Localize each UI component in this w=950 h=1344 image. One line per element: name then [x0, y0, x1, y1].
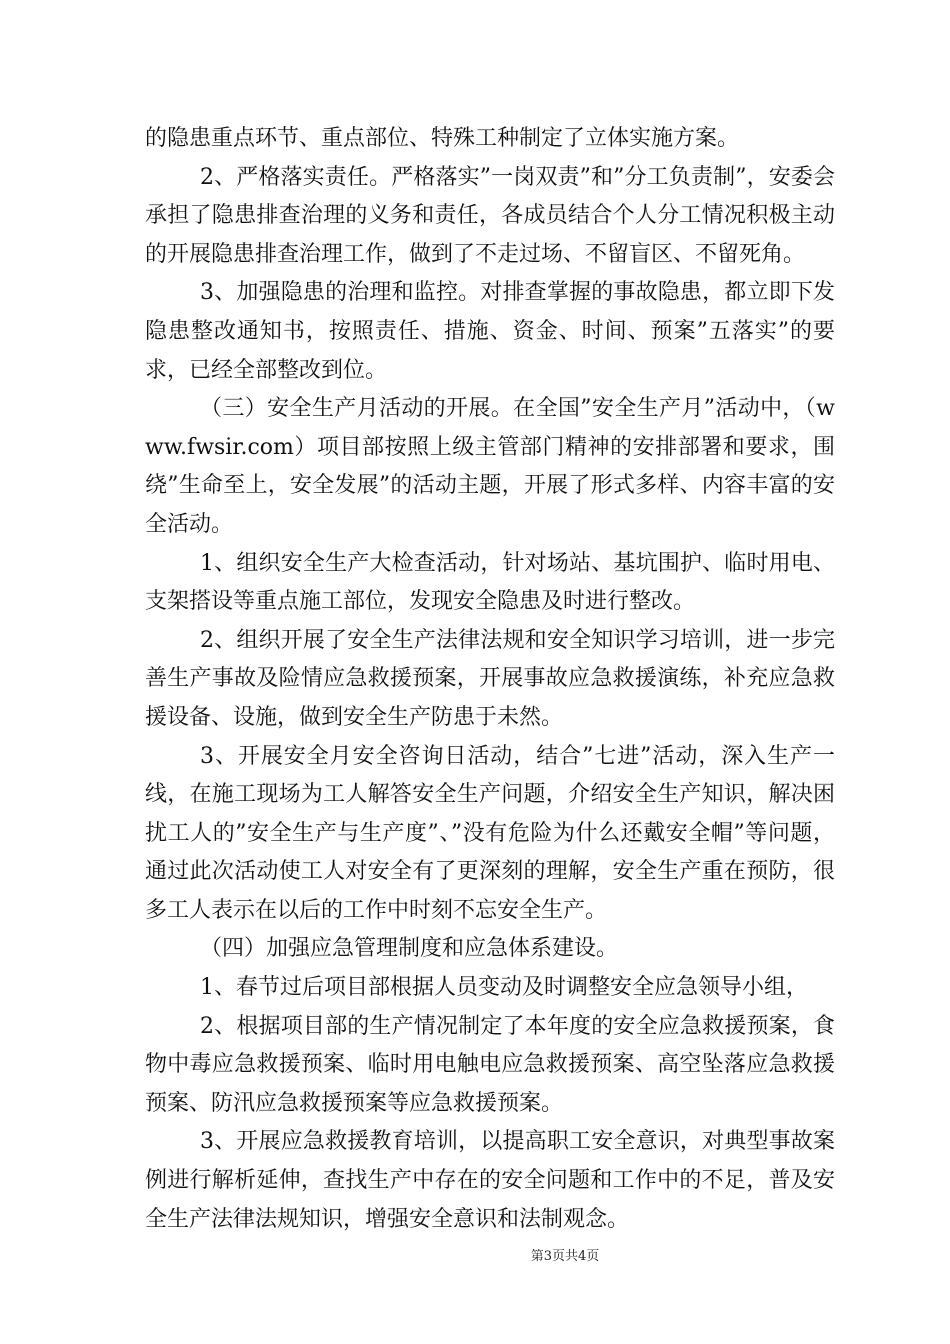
paragraph-continuation: 的隐患重点环节、重点部位、特殊工种制定了立体实施方案。: [145, 126, 740, 151]
paragraph-inspection: 1、组织安全生产大检查活动，针对场站、基坑围护、临时用电、支架搭设等重点施工部位，发现安全隐患及时进行整改。: [145, 550, 835, 615]
paragraph-emergency-heading: （四）加强应急管理制度和应急体系建设。: [200, 936, 619, 962]
paragraph-emergency-plans: 2、根据项目部的生产情况制定了本年度的安全应急救援预案，食物中毒应急救援预案、临时用电触电应急救援预案、高空坠落应急救援预案、防汛应急救援预案等应急救援预案。: [145, 1013, 835, 1116]
paragraph-responsibility: 2、严格落实责任。严格落实”一岗双责”和”分工负责制”，安委会承担了隐患排查治理的义务和责任，各成员结合个人分工情况积极主动的开展隐患排查治理工作，做到了不走过场、不留盲区、不留死角。: [145, 164, 835, 267]
paragraph-training: 2、组织开展了安全生产法律法规和安全知识学习培训，进一步完善生产事故及险情应急救援预案，开展事故应急救援演练，补充应急救援设备、设施，做到安全生产防患于未然。: [145, 627, 835, 730]
paragraph-safety-month: （三）安全生产月活动的开展。在全国”安全生产月”活动中，（www.fwsir.com）项目部按照上级主管部门精神的安排部署和要求，围绕”生命至上，安全发展”的活动主题，开展了形式多样、内容丰富的安全活动。: [145, 396, 835, 537]
page-number: 第3页共4页: [530, 1249, 600, 1264]
paragraph-emergency-training: 3、开展应急救援教育培训，以提高职工安全意识，对典型事故案例进行解析延伸，查找生产中存在的安全问题和工作中的不足，普及安全生产法律法规知识，增强安全意识和法制观念。: [145, 1129, 835, 1232]
page-footer: [0, 1245, 950, 1264]
paragraph-emergency-team: 1、春节过后项目部根据人员变动及时调整安全应急领导小组，: [200, 975, 808, 1001]
paragraph-consultation-day: 3、开展安全月安全咨询日活动，结合”七进”活动，深入生产一线，在施工现场为工人解答安全生产问题，介绍安全生产知识，解决困扰工人的”安全生产与生产度”、”没有危险为什么还戴安全帽”等问题，通过此次活动使工人对安全有了更深刻的理解，安全生产重在预防，很多工人表示在以后的工作中时刻不忘安全生产。: [145, 743, 835, 923]
document-body: [145, 120, 835, 1239]
paragraph-hazard-control: 3、加强隐患的治理和监控。对排查掌握的事故隐患，都立即下发隐患整改通知书，按照责任、措施、资金、时间、预案”五落实”的要求，已经全部整改到位。: [145, 280, 835, 383]
